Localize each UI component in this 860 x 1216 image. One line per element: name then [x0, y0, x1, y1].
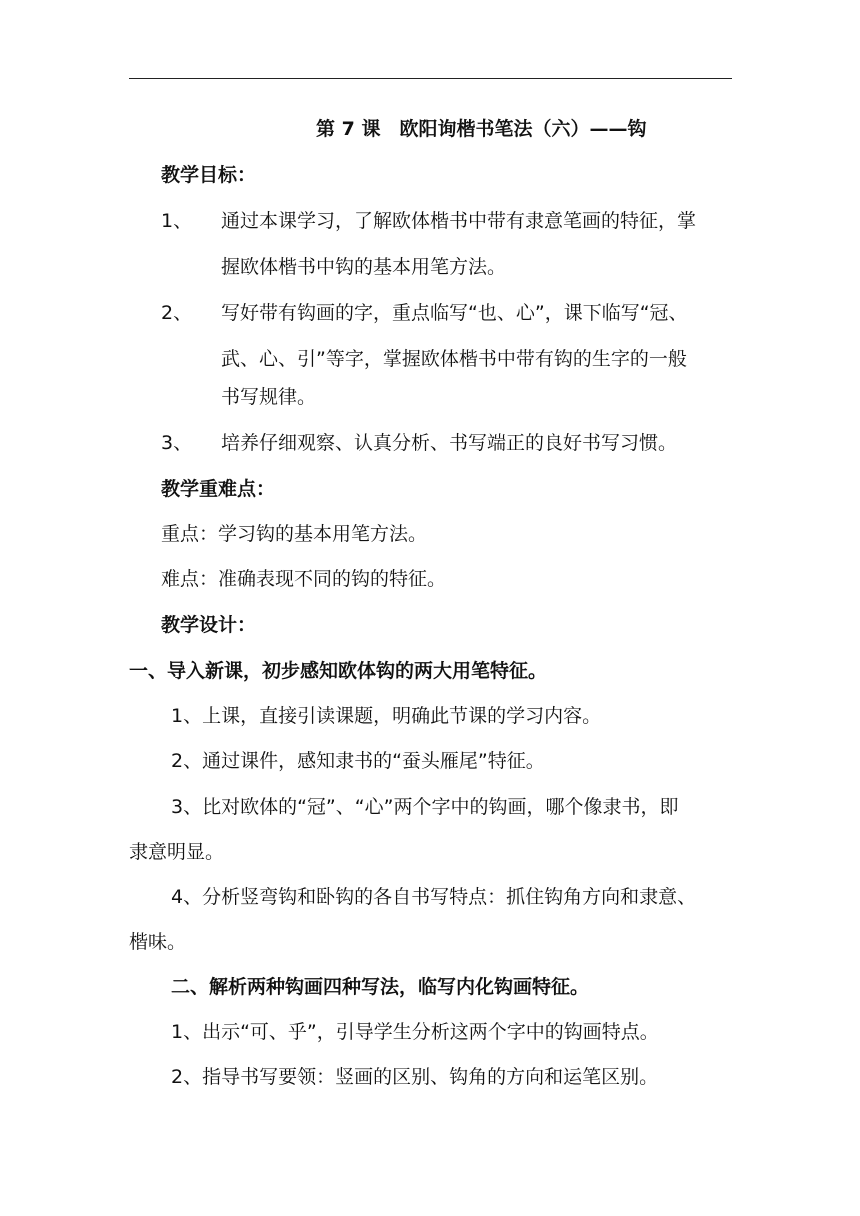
design-heading: 教学设计：	[161, 614, 257, 636]
focus-point: 重点：学习钩的基本用笔方法。	[161, 523, 428, 545]
goal-number: 1、	[161, 210, 193, 232]
header-rule	[129, 78, 732, 79]
goal-number: 2、	[161, 302, 193, 324]
lesson-title: 第 7 课 欧阳询楷书笔法（六）——钩	[316, 118, 647, 140]
goal-line: 武、心、引”等字，掌握欧体楷书中带有钩的生字的一般	[221, 348, 687, 370]
key-points-heading: 教学重难点：	[161, 478, 276, 500]
paragraph: 1、上课，直接引读课题，明确此节课的学习内容。	[171, 705, 602, 727]
paragraph: 楷味。	[129, 931, 187, 953]
goals-heading: 教学目标：	[161, 164, 257, 186]
section-two-title: 二、解析两种钩画四种写法，临写内化钩画特征。	[171, 976, 590, 998]
goal-number: 3、	[161, 432, 193, 454]
goal-line: 书写规律。	[221, 386, 317, 408]
goal-line: 培养仔细观察、认真分析、书写端正的良好书写习惯。	[221, 432, 678, 454]
difficulty-point: 难点：准确表现不同的钩的特征。	[161, 568, 447, 590]
goal-line: 通过本课学习，了解欧体楷书中带有隶意笔画的特征，掌	[221, 210, 697, 232]
section-one-title: 一、导入新课，初步感知欧体钩的两大用笔特征。	[129, 660, 548, 682]
paragraph: 2、指导书写要领：竖画的区别、钩角的方向和运笔区别。	[171, 1066, 659, 1088]
paragraph: 3、比对欧体的“冠”、“心”两个字中的钩画，哪个像隶书，即	[171, 796, 679, 818]
paragraph: 隶意明显。	[129, 841, 225, 863]
paragraph: 1、出示“可、乎”，引导学生分析这两个字中的钩画特点。	[171, 1021, 659, 1043]
paragraph: 4、分析竖弯钩和卧钩的各自书写特点：抓住钩角方向和隶意、	[171, 886, 697, 908]
paragraph: 2、通过课件，感知隶书的“蚕头雁尾”特征。	[171, 750, 545, 772]
goal-line: 握欧体楷书中钩的基本用笔方法。	[221, 256, 507, 278]
goal-line: 写好带有钩画的字，重点临写“也、心”，课下临写“冠、	[221, 302, 688, 324]
